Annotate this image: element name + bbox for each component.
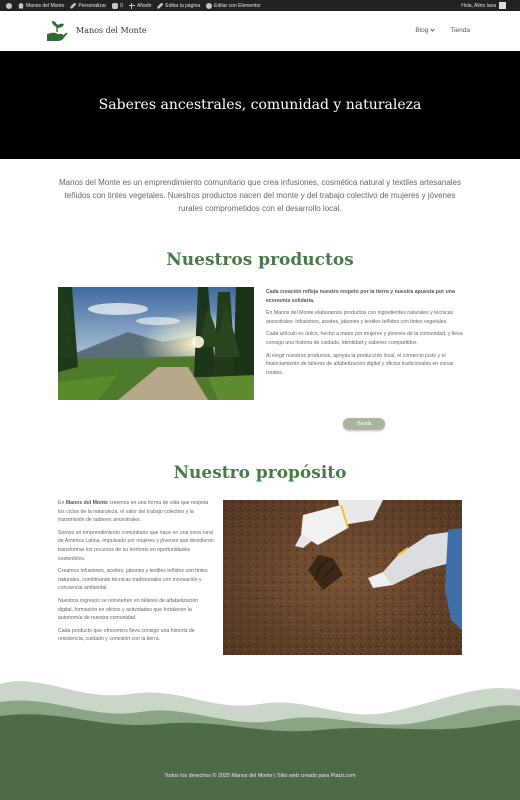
comment-icon xyxy=(112,3,118,9)
products-lead: Cada creación refleja nuestro respeto por la tierra y nuestra apuesta por una economía solidaria. xyxy=(266,289,455,304)
purpose-intro-before: En xyxy=(58,500,66,506)
site-brand[interactable]: Manos del Monte xyxy=(76,26,147,35)
hero-banner xyxy=(0,51,520,159)
site-header xyxy=(0,11,520,51)
hero-title: Saberes ancestrales, comunidad y naturaleza xyxy=(98,97,422,113)
admin-greeting: Hola, Alirio Isea xyxy=(461,2,496,9)
nav-item-blog[interactable] xyxy=(415,27,434,34)
purpose-intro-after: creemos en una forma de vida que respeta los ciclos de la naturaleza, el valor del trabajo colectivo y la transmisión de saberes ancestrales. xyxy=(58,500,209,524)
purpose-paragraph: Creamos infusiones, aceites, jabones y textiles teñidos con tintes naturales, combinando técnicas tradicionales con innovación y conciencia ambiental. xyxy=(58,568,208,592)
elementor-icon xyxy=(206,3,212,9)
home-icon xyxy=(18,3,24,9)
admin-customize-label: Personalizar xyxy=(78,2,107,9)
purpose-title: Nuestro propósito xyxy=(173,463,347,483)
admin-new-label: Añadir xyxy=(136,2,152,9)
admin-site-label: Manos del Monte xyxy=(26,2,65,9)
nav-item-tienda[interactable] xyxy=(450,27,470,34)
intro-text: Manos del Monte es un emprendimiento comunitario que crea infusiones, cosmética natural y textiles artesanales teñidos con tintes vegetales. Nuestros productos nacen del monte y del trabajo colectivo de mujeres y jóvenes rurales comprometidos con el desarrollo local. xyxy=(59,178,461,213)
admin-elementor-label: Editar con Elementor xyxy=(214,2,261,9)
footer-copyright: Todos los derechos © 2025 Manos del Monte | Sitio web creado para Platzi.com xyxy=(164,773,356,779)
brush-icon xyxy=(70,3,76,9)
purpose-paragraph-intro xyxy=(58,499,214,525)
admin-comments-count: 0 xyxy=(120,2,123,9)
products-title: Nuestros productos xyxy=(166,250,354,270)
admin-edit-page-label: Editar la página xyxy=(165,2,201,9)
admin-new-link[interactable] xyxy=(129,3,151,9)
footer-waves xyxy=(0,672,520,800)
avatar xyxy=(499,2,506,9)
admin-edit-page-link[interactable] xyxy=(157,3,200,9)
products-paragraph: En Manos del Monte elaboramos productos con ingredientes naturales y técnicas ancestrales: infusiones, aceites, jabones y textiles teñidos con tintes vegetales. xyxy=(266,310,454,325)
admin-site-link[interactable] xyxy=(18,3,64,9)
admin-account-menu[interactable] xyxy=(461,0,506,11)
nav-item-label: Blog xyxy=(415,27,429,34)
admin-elementor-link[interactable] xyxy=(206,3,261,9)
admin-customize-link[interactable] xyxy=(70,3,106,9)
purpose-description xyxy=(58,499,214,648)
main-nav xyxy=(415,27,470,34)
wp-admin-bar xyxy=(0,0,520,11)
products-paragraph: Al elegir nuestros productos, apoyás la producción local, el comercio justo y el financiamiento de talleres de alfabetización digital y oficios tradicionales en zonas rurales. xyxy=(266,352,454,376)
purpose-paragraph: Cada producto que ofrecemos lleva consigo una historia de resistencia, cuidado y conexión con la tierra. xyxy=(58,627,195,643)
nav-item-label: Tienda xyxy=(450,27,470,34)
products-description xyxy=(266,288,464,381)
wp-logo-menu[interactable] xyxy=(6,3,12,9)
plus-icon xyxy=(129,3,135,9)
hands-soil-image xyxy=(223,500,462,655)
edit-icon xyxy=(157,3,163,9)
mountain-forest-image xyxy=(58,287,254,400)
products-paragraph: Cada artículo es único, hecho a mano por mujeres y jóvenes de la comunidad, y lleva consigo una historia de cuidado, identidad y saberes compartidos. xyxy=(266,331,463,346)
chevron-down-icon xyxy=(431,27,435,31)
wordpress-icon xyxy=(6,3,12,9)
purpose-paragraph: Nuestros ingresos se reinvierten en talleres de alfabetización digital, formación en oficios y actividades que fortalecen la autonomía de nuestra comunidad. xyxy=(58,597,199,622)
purpose-paragraph: Somos un emprendimiento comunitario que nace en una zona rural de América Latina, impulsado por mujeres y jóvenes que decidieron transformar los recursos de su territorio en oportunidades sostenibles. xyxy=(58,529,214,562)
tienda-button[interactable]: Tienda xyxy=(343,418,385,430)
admin-comments-link[interactable] xyxy=(112,3,123,9)
purpose-brand-bold: Manos del Monte xyxy=(65,500,108,506)
hand-plant-logo-icon[interactable] xyxy=(46,20,68,42)
